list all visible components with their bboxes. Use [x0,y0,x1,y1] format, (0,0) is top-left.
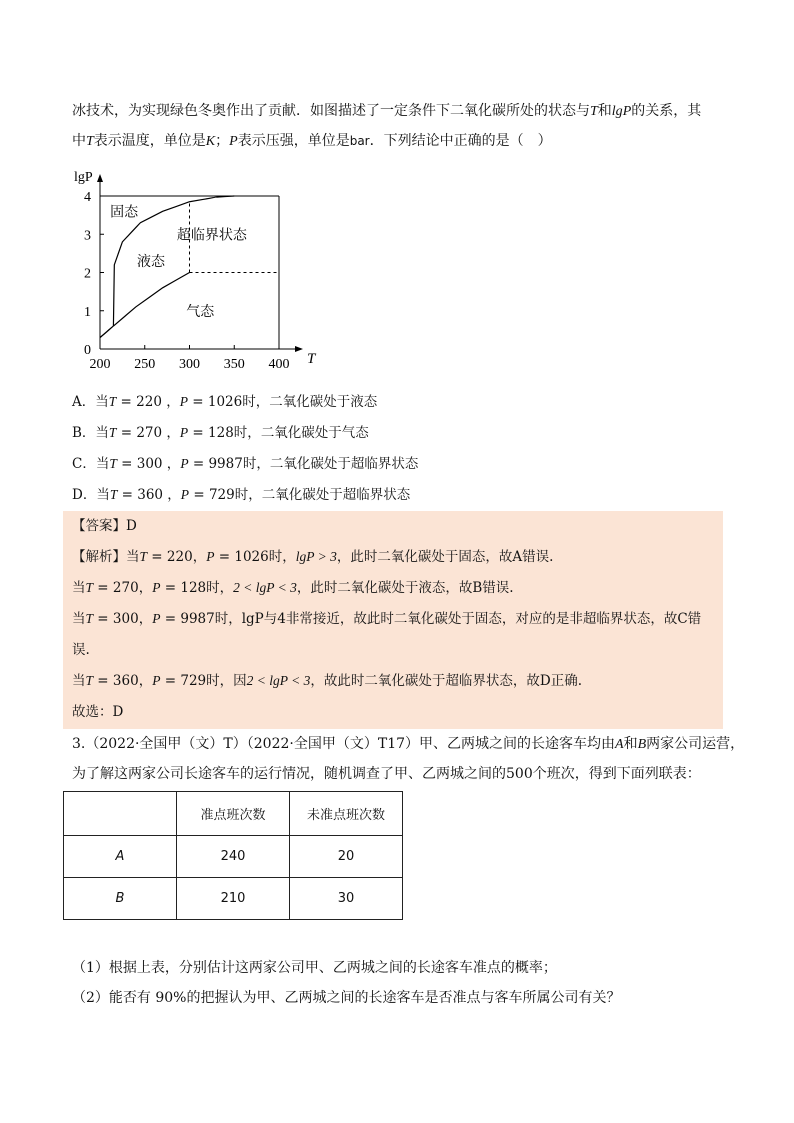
analysis-line-4 [72,640,90,660]
table-header-cell [64,792,177,836]
q3-line-1 [72,734,744,755]
value-P: 729 [180,673,207,689]
text: 当 [72,673,86,689]
subquestion-1 [72,958,557,978]
q3-text: 为了解这两家公司长途客车的运行情况，随机调查了甲、乙两城之间的500个班次，得到下面列联表： [72,766,701,782]
q3-text: 和 [623,736,638,752]
text: = 128时， [188,425,261,441]
q3-text: 3.（2022·全国甲（文）T）（2022·全国甲（文）T17）甲、乙两城之间的长途客车均由 [72,736,616,752]
table-cell: 30 [290,878,403,920]
var-T: T [139,549,148,564]
region-label: 液态 [137,254,166,271]
intro-text: 和 [597,103,612,119]
text: = 270 ， [116,425,180,441]
var-P: P [179,394,188,409]
x-tick-label: 250 [134,357,156,372]
answer-value: D [126,518,137,534]
text: 当 [72,611,86,627]
y-axis-label: lgP [74,170,93,185]
text: lgP与4非常接近，故此时二氧化碳处于固态，对应的是非超临界状态，故C错 [241,611,702,627]
intro-text: 冰技术，为实现绿色冬奥作出了贡献．如图描述了一定条件下二氧化碳所处的状态与 [72,103,590,119]
text: = [93,580,113,596]
var-T: T [108,425,117,440]
text: = 9987时， [188,456,270,472]
text: = 1026时， [187,394,270,410]
table-cell: 210 [177,878,290,920]
option-letter: D．当 [72,487,110,503]
text: ， [138,611,153,627]
text: 时， [268,549,296,565]
option-d [72,485,410,505]
y-tick-label: 1 [84,304,91,320]
var-P: P [152,611,161,626]
x-axis-label: T [307,351,316,367]
var-K: K [205,134,216,149]
var-P: P [180,456,189,471]
subquestion-text: （1）根据上表，分别估计这两家公司甲、乙两城之间的长途客车准点的概率； [72,960,557,976]
region-label: 固态 [110,204,139,221]
var-T: T [108,394,117,409]
var-P: P [152,673,161,688]
intro-text: ．下列结论中正确的是（ ） [369,133,552,149]
var-A: A [615,737,624,752]
analysis-line-3 [72,609,701,629]
subquestion-text: （2）能否有 90%的把握认为甲、乙两城之间的长途客车是否准点与客车所属公司有关？ [72,990,621,1006]
option-text: 二氧化碳处于超临界状态 [269,456,419,472]
analysis-line-1 [72,547,553,567]
text: ， [138,580,153,596]
region-label: 气态 [186,303,215,320]
value-T: 300 [112,611,139,627]
intro-text: ； [215,133,230,149]
table-header-cell: 未准点班次数 [290,792,403,836]
text: = [93,673,113,689]
table-cell: 240 [177,836,290,878]
text: 当 [126,549,140,565]
value-P: 128 [180,580,207,596]
q3-line-2 [72,764,701,784]
text: 时，因 [206,673,247,689]
text: = [214,549,235,565]
analysis-label: 【解析】 [72,549,126,565]
text: 时， [206,580,234,596]
text: ，故此时二氧化碳处于超临界状态，故D正确. [310,673,582,689]
y-tick-label: 3 [84,228,91,244]
contingency-table [63,791,403,920]
x-axis-arrow [295,346,303,352]
value-T: 360 [112,673,139,689]
phase-diagram-chart [62,163,332,375]
intro-line-2 [72,131,552,152]
intro-text: 中 [72,133,86,149]
table-cell: 20 [290,836,403,878]
x-tick-label: 400 [268,357,290,372]
x-tick-label: 300 [179,357,200,372]
y-axis-arrow [97,174,103,182]
value-T: 220 [166,549,193,565]
text: = 729时， [189,487,262,503]
text: = [160,580,181,596]
var-P: P [180,487,190,502]
option-text: 二氧化碳处于液态 [269,394,378,410]
table-row [64,836,403,878]
answer-label: 【答案】 [72,518,126,534]
value-T: 270 [112,580,139,596]
var-P: P [206,549,215,564]
text: 当 [72,580,86,596]
analysis-line-2 [72,578,514,598]
intro-text: 表示压强，单位是 [237,133,350,149]
x-tick-label: 200 [89,357,111,372]
option-text: 二氧化碳处于超临界状态 [261,487,411,503]
text: = 220 ， [116,394,180,410]
var-T: T [86,134,94,149]
y-tick-label: 0 [84,343,91,358]
value-P: 9987 [180,611,215,627]
text: ， [138,673,153,689]
var-P: P [179,425,189,440]
value-P: 1026 [234,549,269,565]
option-letter: C．当 [72,456,110,472]
var-T: T [109,487,118,502]
option-a [72,392,377,412]
text: 时， [214,611,242,627]
text: ， [192,549,207,565]
var-P: P [229,134,238,149]
text: ，此时二氧化碳处于固态，故A错误. [336,549,554,565]
table-cell-label: A [64,836,177,878]
text: = [147,549,167,565]
option-letter: A．当 [72,394,109,410]
table-header-row [64,792,403,836]
var-B: B [637,737,647,752]
text: = [160,611,181,627]
table-cell-label: B [64,878,177,920]
option-letter: B．当 [72,425,109,441]
subquestion-2 [72,988,620,1008]
analysis-line-5 [72,671,582,691]
condition: 2 < lgP < 3 [246,673,311,688]
condition: 2 < lgP < 3 [233,580,297,595]
var-P: P [152,580,161,595]
text: = 300 ， [116,456,181,472]
text: = [93,611,113,627]
choose-text: 故选：D [72,704,124,720]
var-lg: lg [611,104,623,119]
var-T: T [85,673,94,688]
option-c [72,454,418,474]
region-label: 超临界状态 [176,227,247,244]
intro-text: 的关系，其 [631,103,702,119]
intro-text: 表示温度，单位是 [93,133,206,149]
option-b [72,423,369,443]
var-P: P [622,104,632,119]
option-text: 二氧化碳处于气态 [260,425,369,441]
var-T: T [85,580,94,595]
y-tick-label: 4 [84,190,91,205]
x-tick-label: 350 [223,357,245,372]
intro-line-1 [72,101,701,122]
y-tick-label: 2 [84,266,91,282]
choose-line [72,702,123,722]
q3-text: 两家公司运营， [646,736,745,752]
text: = 360 ， [117,487,181,503]
condition: lgP > 3 [295,549,337,564]
phase-boundary-curve [100,326,113,337]
answer-line [72,516,137,536]
unit-bar: bar [349,134,370,148]
text: = [160,673,181,689]
table-row [64,878,403,920]
var-T: T [85,611,94,626]
var-T: T [109,456,117,471]
text: 误. [72,642,90,658]
var-T: T [590,104,598,119]
table-header-cell: 准点班次数 [177,792,290,836]
text: ，此时二氧化碳处于液态，故B错误. [296,580,514,596]
